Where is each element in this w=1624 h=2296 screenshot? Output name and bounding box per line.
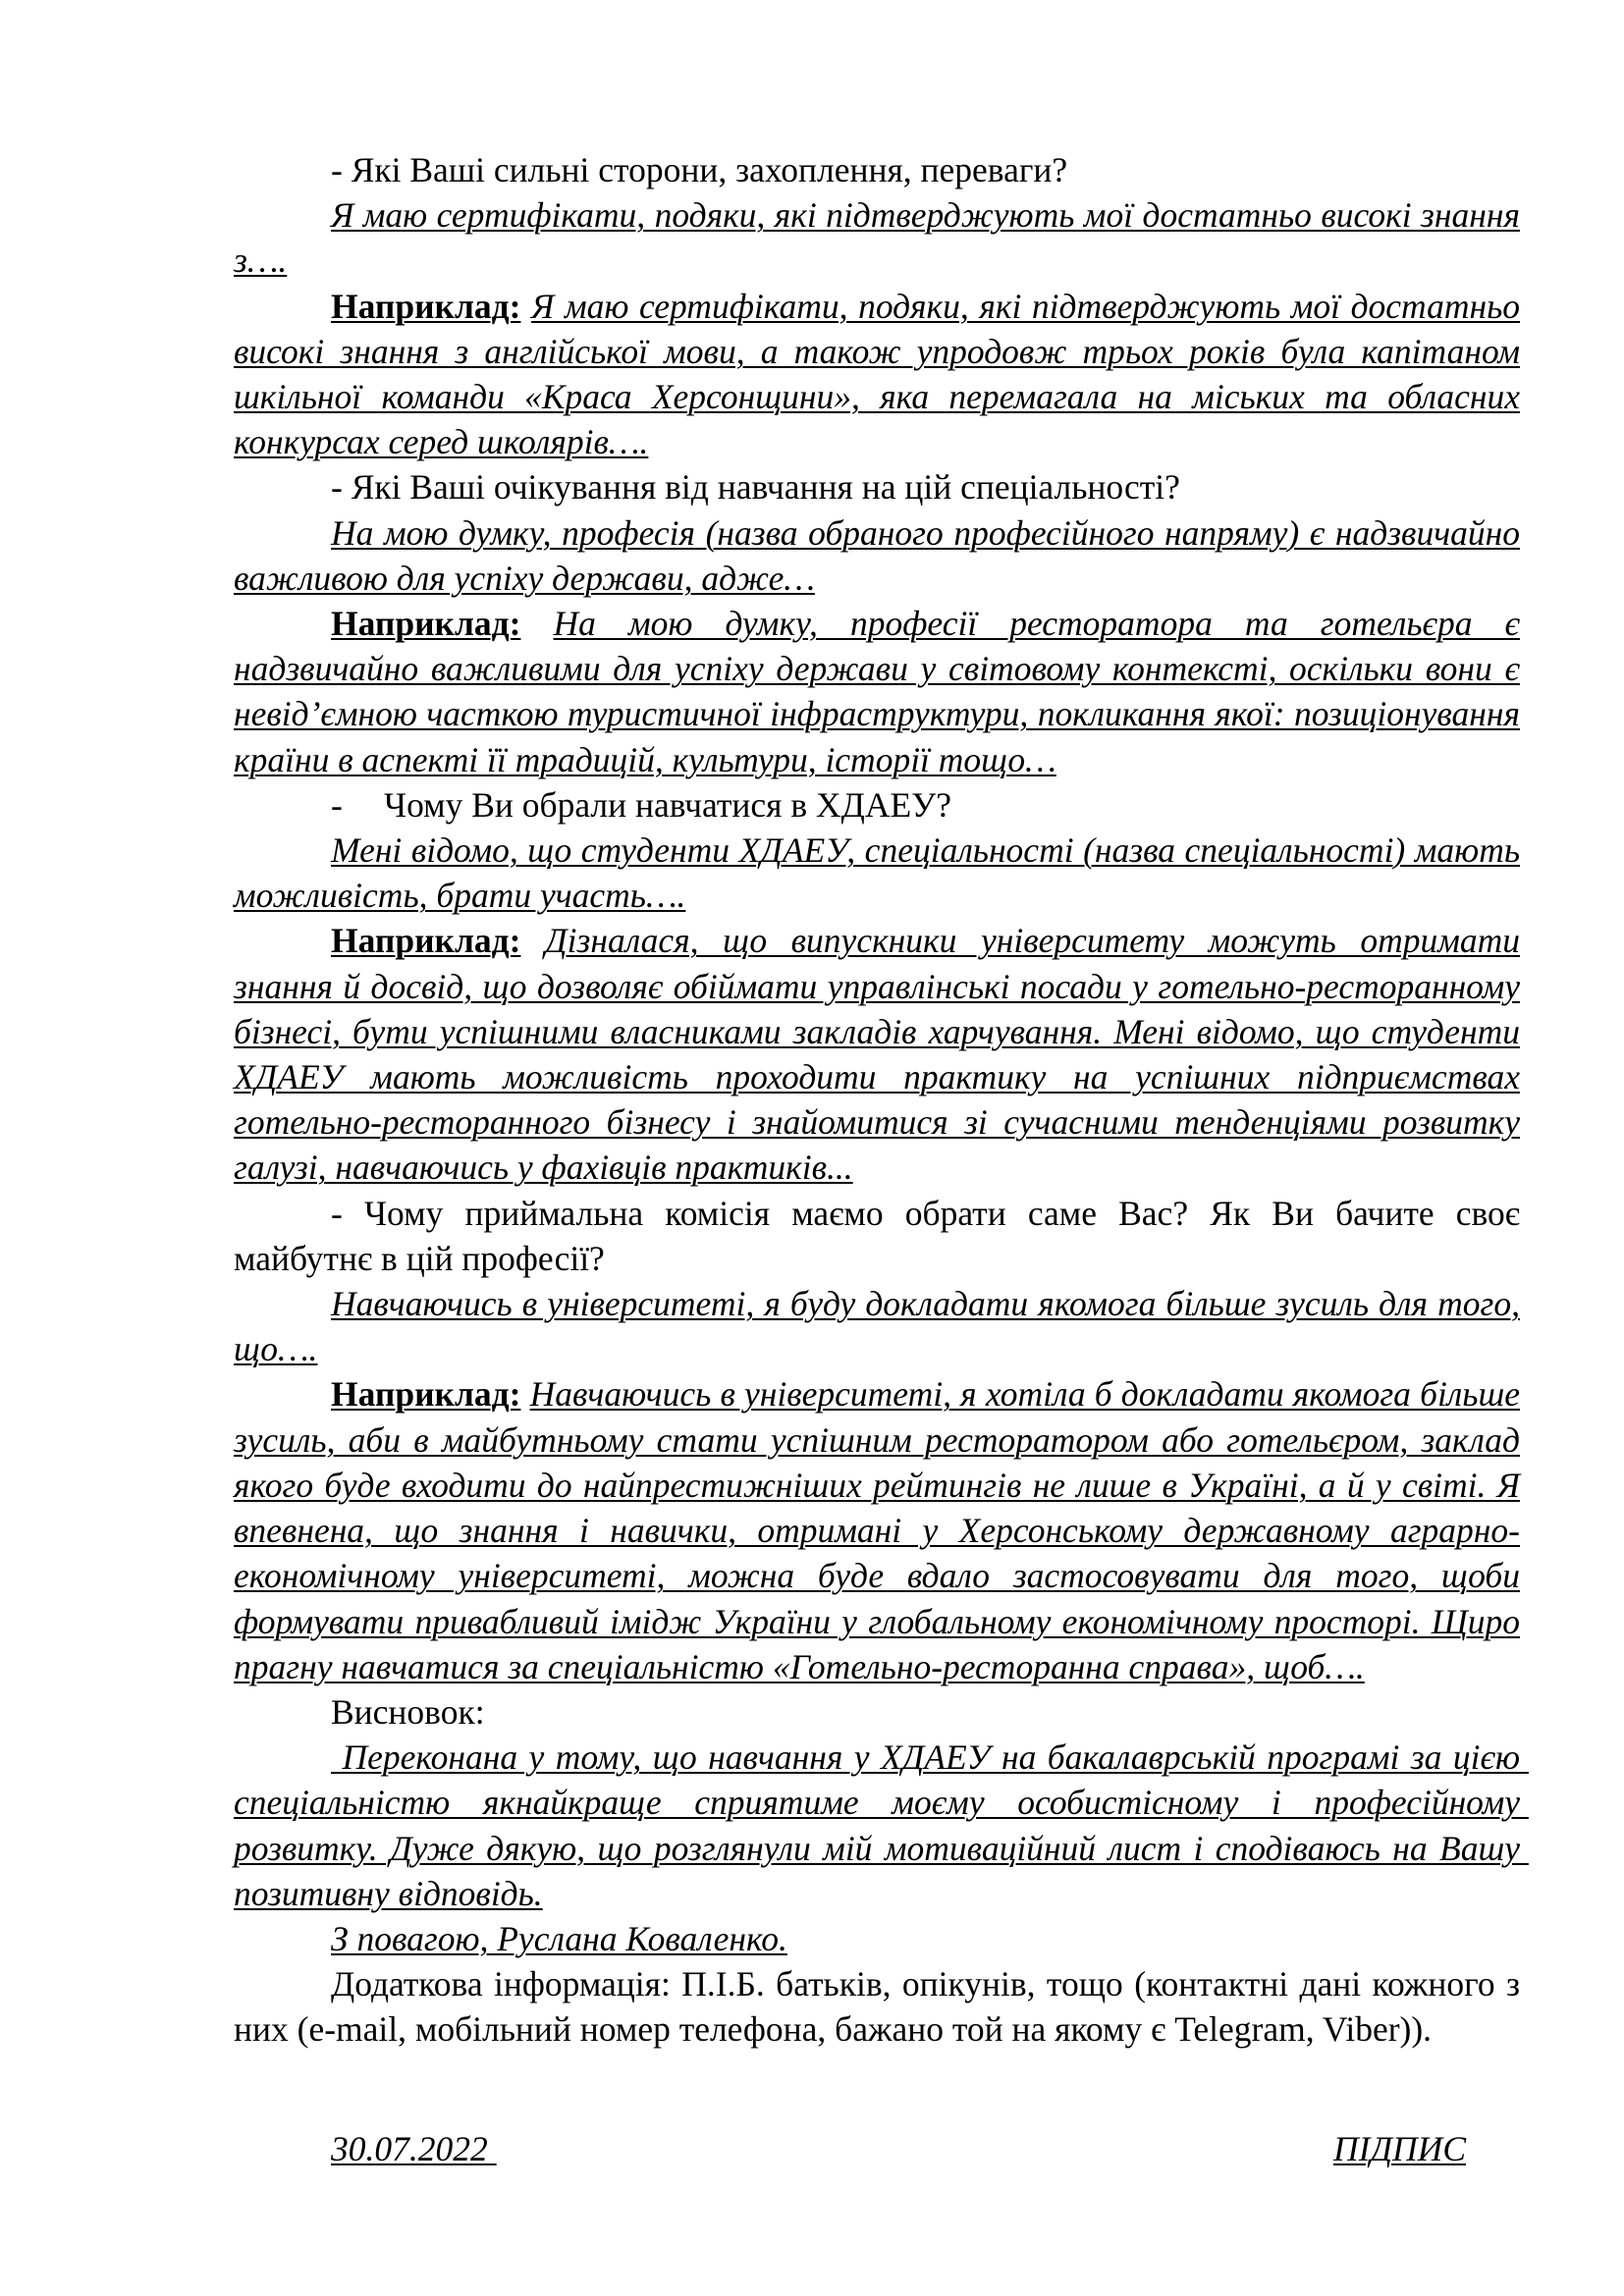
signature-row <box>234 2126 1520 2171</box>
example-strengths <box>234 284 1520 465</box>
example-expectations <box>234 601 1520 782</box>
example-label: Наприклад: <box>331 1374 521 1415</box>
example-text: Навчаючись в університеті, я хотіла б докладати якомога більше зусиль, аби в майбутньому стати успішним ресторатором або готельєром, заклад якого буде входити до найпрестижніших рейтингів не лише в Україні, а й у світі. Я впевнена, що знання і навички, отримані у Херсонському державному аграрно-економічному університеті, можна буде вдало застосовувати для того, щоби формувати привабливий імідж України у глобальному економічному просторі. Щиро прагну навчатися за спеціальністю «Готельно-ресторанна справа», щоб…. <box>234 1374 1520 1686</box>
example-text: Дізналася, що випускники університету можуть отримати знання й досвід, що дозволяє обіймати управлінські посади у готельно-ресторанному бізнесі, бути успішними власниками закладів харчування. Мені відомо, що студенти ХДАЕУ мають можливість проходити практику на успішних підприємствах готельно-ресторанного бізнесу і знайомитися зі сучасними тенденціями розвитку галузі, навчаючись у фахівців практиків... <box>234 921 1521 1188</box>
answer-template-why-university: Мені відомо, що студенти ХДАЕУ, спеціальності (назва спеціальності) мають можливість, брати участь…. <box>234 830 1520 916</box>
answer-template-strengths: Я маю сертифікати, подяки, які підтверджують мої достатньо високі знання з…. <box>234 195 1520 281</box>
additional-info: Додаткова інформація: П.І.Б. батьків, опікунів, тощо (контактні дані кожного з них (e-mail, мобільний номер телефона, бажано той на якому є Telegram, Viber)). <box>234 1964 1520 2050</box>
signature-placeholder: ПІДПИС <box>1333 2128 1466 2168</box>
answer-template-expectations: На мою думку, професія (назва обраного професійного напряму) є надзвичайно важливою для успіху держави, адже… <box>234 512 1520 598</box>
example-text: Я маю сертифікати, подяки, які підтверджують мої достатньо високі знання з англійської мови, а також упродовж трьох років була капітаном шкільної команди «Краса Херсонщини», яка перемагала на міських та обласних конкурсах серед школярів…. <box>234 286 1521 462</box>
answer-template-why-you: Навчаючись в університеті, я буду докладати якомога більше зусиль для того, що…. <box>234 1284 1520 1369</box>
dash-marker: - <box>331 784 343 825</box>
example-label: Наприклад: <box>331 286 521 326</box>
question-strengths: - Які Ваші сильні сторони, захоплення, переваги? <box>331 150 1068 189</box>
example-why-university <box>234 918 1520 1190</box>
example-label: Наприклад: <box>331 921 521 961</box>
conclusion-heading: Висновок: <box>331 1691 485 1732</box>
example-text: На мою думку, професії ресторатора та готельєра є надзвичайно важливими для успіху держави у світовому контексті, оскільки вони є невід’ємною часткою туристичної інфраструктури, покликання якої: позиціонування країни в аспекті її традицій, культури, історії тощо… <box>234 604 1520 779</box>
question-why-you: - Чому приймальна комісія маємо обрати саме Вас? Як Ви бачите своє майбутнє в цій професії? <box>234 1193 1520 1278</box>
example-label: Наприклад: <box>331 604 521 644</box>
letter-date: 30.07.2022 <box>331 2128 497 2168</box>
closing-regards <box>234 1916 1520 1961</box>
question-text: Чому Ви обрали навчатися в ХДАЕУ? <box>384 784 952 825</box>
regards-text: З повагою, Руслана Коваленко. <box>331 1918 787 1958</box>
question-why-university <box>234 782 1520 828</box>
question-expectations: - Які Ваші очікування від навчання на цій спеціальності? <box>331 467 1180 507</box>
document-page <box>234 147 1529 2171</box>
conclusion-text: Переконана у тому, що навчання у ХДАЕУ на бакалаврській програмі за цією спеціальністю якнайкраще сприятиме моєму особистісному і професійному розвитку. Дуже дякую, що розглянули мій мотиваційний лист і сподіваюсь на Вашу позитивну відповідь. <box>234 1737 1529 1913</box>
example-why-you <box>234 1371 1520 1688</box>
